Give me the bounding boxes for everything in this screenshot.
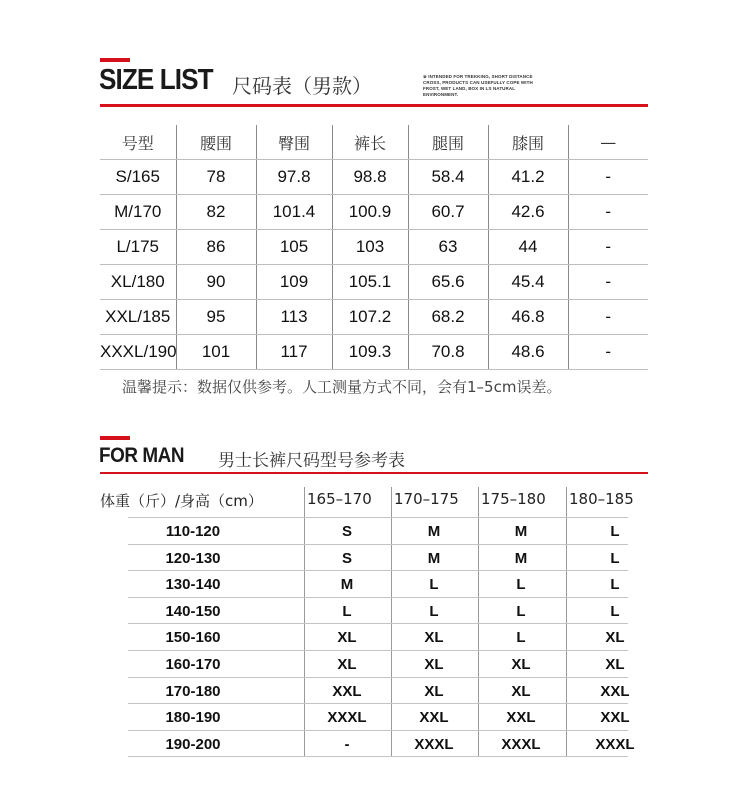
size-cell: XL [424, 629, 444, 647]
size-cell: XXXL [414, 735, 454, 753]
size-table-header [100, 125, 648, 160]
measurement-cell: 46.8 [488, 300, 568, 335]
weight-cell: 170-180 [165, 682, 221, 700]
table-row [100, 230, 648, 265]
table-row [100, 195, 648, 230]
measurement-cell: 70.8 [408, 335, 488, 370]
measurement-cell: 97.8 [256, 160, 332, 195]
size-cell: L [429, 602, 439, 620]
size-list-accent-bar [100, 58, 130, 62]
weight-cell: 120-130 [165, 549, 221, 567]
size-label-cell: M/170 [100, 195, 176, 230]
size-cell: M [340, 576, 354, 594]
size-cell: L [610, 576, 620, 594]
measurement-cell: - [568, 230, 648, 265]
measurement-cell: 44 [488, 230, 568, 265]
size-cell: M [514, 523, 528, 540]
size-cell: XXL [600, 682, 630, 700]
size-cell: S [341, 523, 352, 540]
size-cell: L [342, 602, 352, 620]
height-header: 170–175 [394, 490, 459, 508]
size-cell: XL [511, 656, 531, 673]
measurement-cell: 65.6 [408, 265, 488, 300]
size-cell: L [610, 523, 620, 540]
measurement-cell: 101.4 [256, 195, 332, 230]
measurement-cell: 48.6 [488, 335, 568, 370]
size-label-cell: XXL/185 [100, 300, 176, 335]
measurement-cell: - [568, 300, 648, 335]
measurement-cell: 103 [332, 230, 408, 265]
measurement-cell: 109 [256, 265, 332, 300]
row-divider [128, 650, 628, 651]
table-row [100, 160, 648, 195]
row-divider [128, 570, 628, 571]
size-cell: XL [424, 682, 444, 700]
size-header-cell: 号型 [100, 125, 176, 160]
size-cell: XL [511, 682, 531, 700]
size-label-cell: XXXL/190 [100, 335, 176, 370]
weight-cell: 110-120 [165, 523, 221, 540]
size-cell: S [341, 549, 352, 567]
measurement-cell: 107.2 [332, 300, 408, 335]
size-cell: XXL [419, 709, 449, 727]
measurement-cell: 60.7 [408, 195, 488, 230]
row-divider [128, 517, 628, 518]
size-label-cell: L/175 [100, 230, 176, 265]
measurement-cell: 101 [176, 335, 256, 370]
size-header-cell: 裤长 [332, 125, 408, 160]
man-table-header [100, 487, 650, 515]
size-cell: XXXL [327, 709, 367, 727]
size-list-fine-print: ※ INTENDED FOR TREKKING, SHORT DISTANCE CROSS, PRODUCTS CAN USEFULLY COPE WITH FROST, WET LAND, BOX IN LS NATURAL ENVIRONMENT. [423, 74, 533, 97]
size-header-cell: 腰围 [176, 125, 256, 160]
measurement-cell: - [568, 265, 648, 300]
size-cell: L [516, 629, 526, 647]
weight-cell: 180-190 [165, 709, 221, 727]
column-divider [566, 487, 567, 756]
row-divider [128, 703, 628, 704]
size-cell: XXL [506, 709, 536, 727]
weight-cell: 190-200 [165, 735, 221, 753]
row-divider [128, 730, 628, 731]
size-label-cell: XL/180 [100, 265, 176, 300]
weight-cell: 130-140 [165, 576, 221, 594]
measurement-cell: 98.8 [332, 160, 408, 195]
for-man-subtitle: 男士长裤尺码型号参考表 [218, 451, 405, 471]
size-cell: - [344, 735, 350, 753]
row-divider [128, 544, 628, 545]
size-cell: XXL [600, 709, 630, 727]
measurement-cell: 45.4 [488, 265, 568, 300]
measurement-cell: 41.2 [488, 160, 568, 195]
size-cell: M [427, 523, 441, 540]
row-divider [128, 623, 628, 624]
size-list-subtitle: 尺码表（男款） [232, 74, 372, 98]
measurement-cell: - [568, 195, 648, 230]
row-divider [128, 597, 628, 598]
height-header: 180–185 [569, 490, 634, 508]
size-header-cell: — [568, 125, 648, 160]
size-table [100, 125, 648, 370]
size-cell: XXXL [595, 735, 635, 753]
size-list-divider [100, 104, 648, 107]
size-note: 温馨提示：数据仅供参考。人工测量方式不同，会有1–5cm误差。 [122, 378, 562, 396]
size-cell: L [516, 602, 526, 620]
size-cell: XL [337, 629, 357, 647]
size-cell: L [429, 576, 439, 594]
size-cell: XL [605, 656, 625, 673]
measurement-cell: 82 [176, 195, 256, 230]
corner-label: 体重（斤）/身高（cm） [100, 492, 263, 510]
size-list-title: SIZE LIST [99, 64, 213, 96]
size-cell: L [610, 602, 620, 620]
for-man-title: FOR MAN [99, 444, 185, 467]
measurement-cell: 86 [176, 230, 256, 265]
measurement-cell: 68.2 [408, 300, 488, 335]
measurement-cell: 113 [256, 300, 332, 335]
measurement-cell: 63 [408, 230, 488, 265]
measurement-cell: 78 [176, 160, 256, 195]
for-man-accent-bar [100, 436, 130, 440]
size-cell: M [427, 549, 441, 567]
height-header: 175–180 [481, 490, 546, 508]
height-header: 165–170 [307, 490, 372, 508]
size-cell: L [516, 576, 526, 594]
size-header-cell: 臀围 [256, 125, 332, 160]
weight-cell: 140-150 [165, 602, 221, 620]
measurement-cell: 109.3 [332, 335, 408, 370]
measurement-cell: 90 [176, 265, 256, 300]
measurement-cell: 100.9 [332, 195, 408, 230]
size-header-cell: 膝围 [488, 125, 568, 160]
size-cell: XL [337, 656, 357, 673]
measurement-cell: 105 [256, 230, 332, 265]
size-cell: L [610, 549, 620, 567]
size-cell: XL [605, 629, 625, 647]
size-label-cell: S/165 [100, 160, 176, 195]
row-divider [128, 677, 628, 678]
for-man-divider [100, 472, 648, 474]
table-row [100, 300, 648, 335]
measurement-cell: - [568, 335, 648, 370]
measurement-cell: 117 [256, 335, 332, 370]
measurement-cell: 105.1 [332, 265, 408, 300]
size-cell: XXL [332, 682, 362, 700]
table-row [100, 335, 648, 370]
measurement-cell: 42.6 [488, 195, 568, 230]
size-header-cell: 腿围 [408, 125, 488, 160]
weight-cell: 160-170 [165, 656, 221, 673]
measurement-cell: 95 [176, 300, 256, 335]
size-cell: M [514, 549, 528, 567]
measurement-cell: - [568, 160, 648, 195]
measurement-cell: 58.4 [408, 160, 488, 195]
size-cell: XL [424, 656, 444, 673]
weight-cell: 150-160 [165, 629, 221, 647]
size-cell: XXXL [501, 735, 541, 753]
row-divider [128, 756, 628, 757]
table-row [100, 265, 648, 300]
